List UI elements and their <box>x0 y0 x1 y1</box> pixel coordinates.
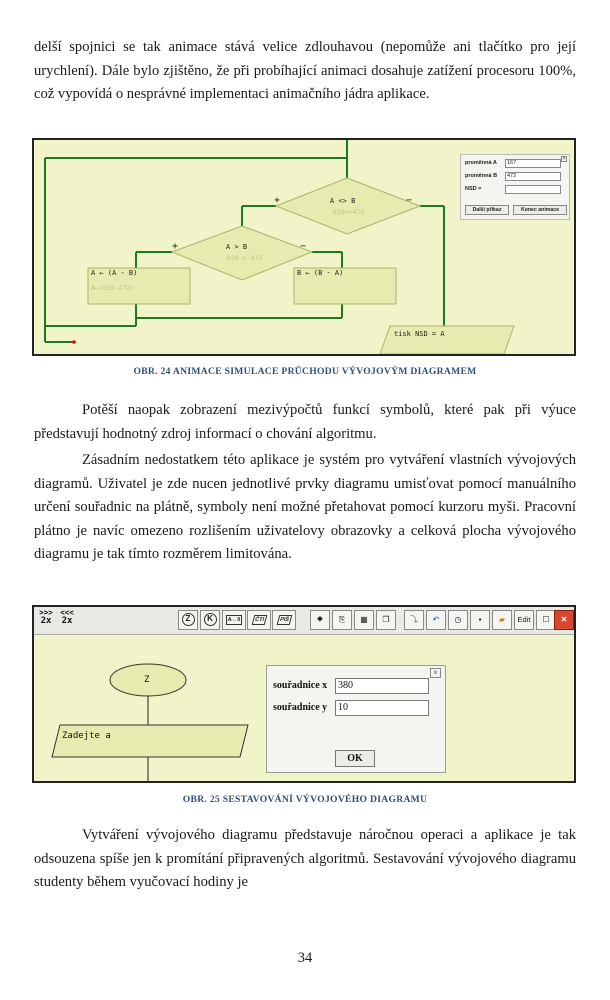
x-coordinate-input[interactable]: 380 <box>335 678 429 694</box>
close-app-button[interactable]: ✕ <box>554 610 574 630</box>
start-symbol-icon: Z <box>182 613 195 626</box>
undo-icon: ↶ <box>432 615 440 624</box>
decision-a-neq-b <box>276 178 420 234</box>
coordinates-dialog <box>266 665 446 773</box>
close-icon[interactable]: × <box>562 156 566 162</box>
slow-down-factor: 2x <box>61 616 73 626</box>
plus-sign: + <box>274 195 281 206</box>
insert-icon: ⎘ <box>338 615 346 624</box>
connect-icon: ⤵ <box>410 615 418 624</box>
end-animation-button[interactable]: Konec animace <box>513 205 567 215</box>
plus-sign: + <box>172 241 179 252</box>
minus-sign: − <box>300 241 307 252</box>
save-icon: ▪ <box>478 615 482 624</box>
ok-button[interactable]: OK <box>335 750 375 767</box>
slow-down-arrows: <<< <box>60 608 74 617</box>
decision-a-gt-b <box>172 226 312 280</box>
x-coordinate-label: souřadnice x <box>273 680 328 691</box>
minus-sign: − <box>406 195 413 206</box>
figure-24-caption: OBR. 24 ANIMACE SIMULACE PRŮCHODU VÝVOJOVÝM DIAGRAMEM <box>133 366 477 377</box>
y-coordinate-label: souřadnice y <box>273 702 328 713</box>
start-point <box>72 340 76 344</box>
figure-25-diagram-editor <box>32 605 576 783</box>
decision-a-neq-b-label: A <> B <box>330 197 356 205</box>
decision-a-gt-b-sub: 639 > 472 <box>227 254 263 262</box>
close-icon[interactable]: × <box>430 668 441 678</box>
end-symbol-icon: K <box>204 613 217 626</box>
speed-up-arrows: >>> <box>39 608 53 617</box>
figure-25-caption: OBR. 25 SESTAVOVÁNÍ VÝVOJOVÉHO DIAGRAMU <box>182 794 428 805</box>
nsd-field[interactable] <box>505 185 561 194</box>
edit-button[interactable]: Edit <box>514 610 534 630</box>
assign-symbol-icon: A←0 <box>227 617 241 623</box>
var-a-field[interactable]: 167 <box>505 159 561 168</box>
figure-24-animation <box>32 138 576 356</box>
output-nsd-label: tisk NSD = A <box>394 330 445 338</box>
decision-icon: ⯁ <box>316 615 324 624</box>
table-icon: ▦ <box>360 615 368 624</box>
page-number: 34 <box>297 950 313 966</box>
nsd-label: NSD = <box>465 186 482 192</box>
process-a-minus-b-sub: A←(639-472) <box>91 284 135 292</box>
paragraph-3: Zásadním nedostatkem této aplikace je systém pro vytváření vlastních vývojových diagramů. Uživatel je zde nucen jednotlivé prvky diagramu umisťovat pomocí manuálního určení souřadnic na plátně, symboly není možné přetahovat pomocí kurzoru myši. Pracovní plátno je navíc omezeno rozlišením uživatelovy obrazovky a celková plocha vývojového diagramu je tak tímto rozměrem limitována. <box>34 452 576 562</box>
decision-a-neq-b-sub: 639<>472 <box>333 208 365 216</box>
var-b-label: proměnná B <box>465 173 498 179</box>
paragraph-1: delší spojnici se tak animace stává velice zdlouhavou (nepomůže ani tlačítko pro její urychlení). Dále bylo zjištěno, že při probíhající animaci dosahuje zatížení procesoru 100%, což vypovídá o nesprávné implementaci animačního jádra aplikace. <box>34 39 576 102</box>
input-symbol-label: Zadejte a <box>62 731 111 741</box>
window-icon: ☐ <box>542 615 550 624</box>
start-symbol-label: Z <box>144 675 150 685</box>
folder-icon: ▰ <box>498 615 506 624</box>
y-coordinate-input[interactable]: 10 <box>335 700 429 716</box>
clock-icon: ◷ <box>454 615 462 624</box>
next-command-button[interactable]: Další příkaz <box>465 205 509 215</box>
decision-a-gt-b-label: A > B <box>226 243 248 251</box>
paragraph-4: Vytváření vývojového diagramu představuje náročnou operaci a aplikace je tak odsouzena spíše jen k promítání připravených algoritmů. Sestavování vývojového diagramu studenty během vyučovací hodiny je <box>34 827 576 890</box>
var-b-field[interactable]: 472 <box>505 172 561 181</box>
copy-icon: ❐ <box>382 615 390 624</box>
input-symbol <box>52 725 248 757</box>
var-a-label: proměnná A <box>465 160 497 166</box>
write-symbol-icon: PIŠ <box>276 615 292 625</box>
process-b-minus-a-label: B ← (B - A) <box>297 269 344 277</box>
read-symbol-icon: ČTI <box>251 615 267 625</box>
process-a-minus-b-label: A ← (A - B) <box>91 269 138 277</box>
speed-up-factor: 2x <box>40 616 52 626</box>
paragraph-2: Potěší naopak zobrazení mezivýpočtů funkcí symbolů, které pak při výuce představují hodnotný zdroj informací o chování algoritmu. <box>34 402 576 442</box>
variables-panel <box>460 154 570 220</box>
